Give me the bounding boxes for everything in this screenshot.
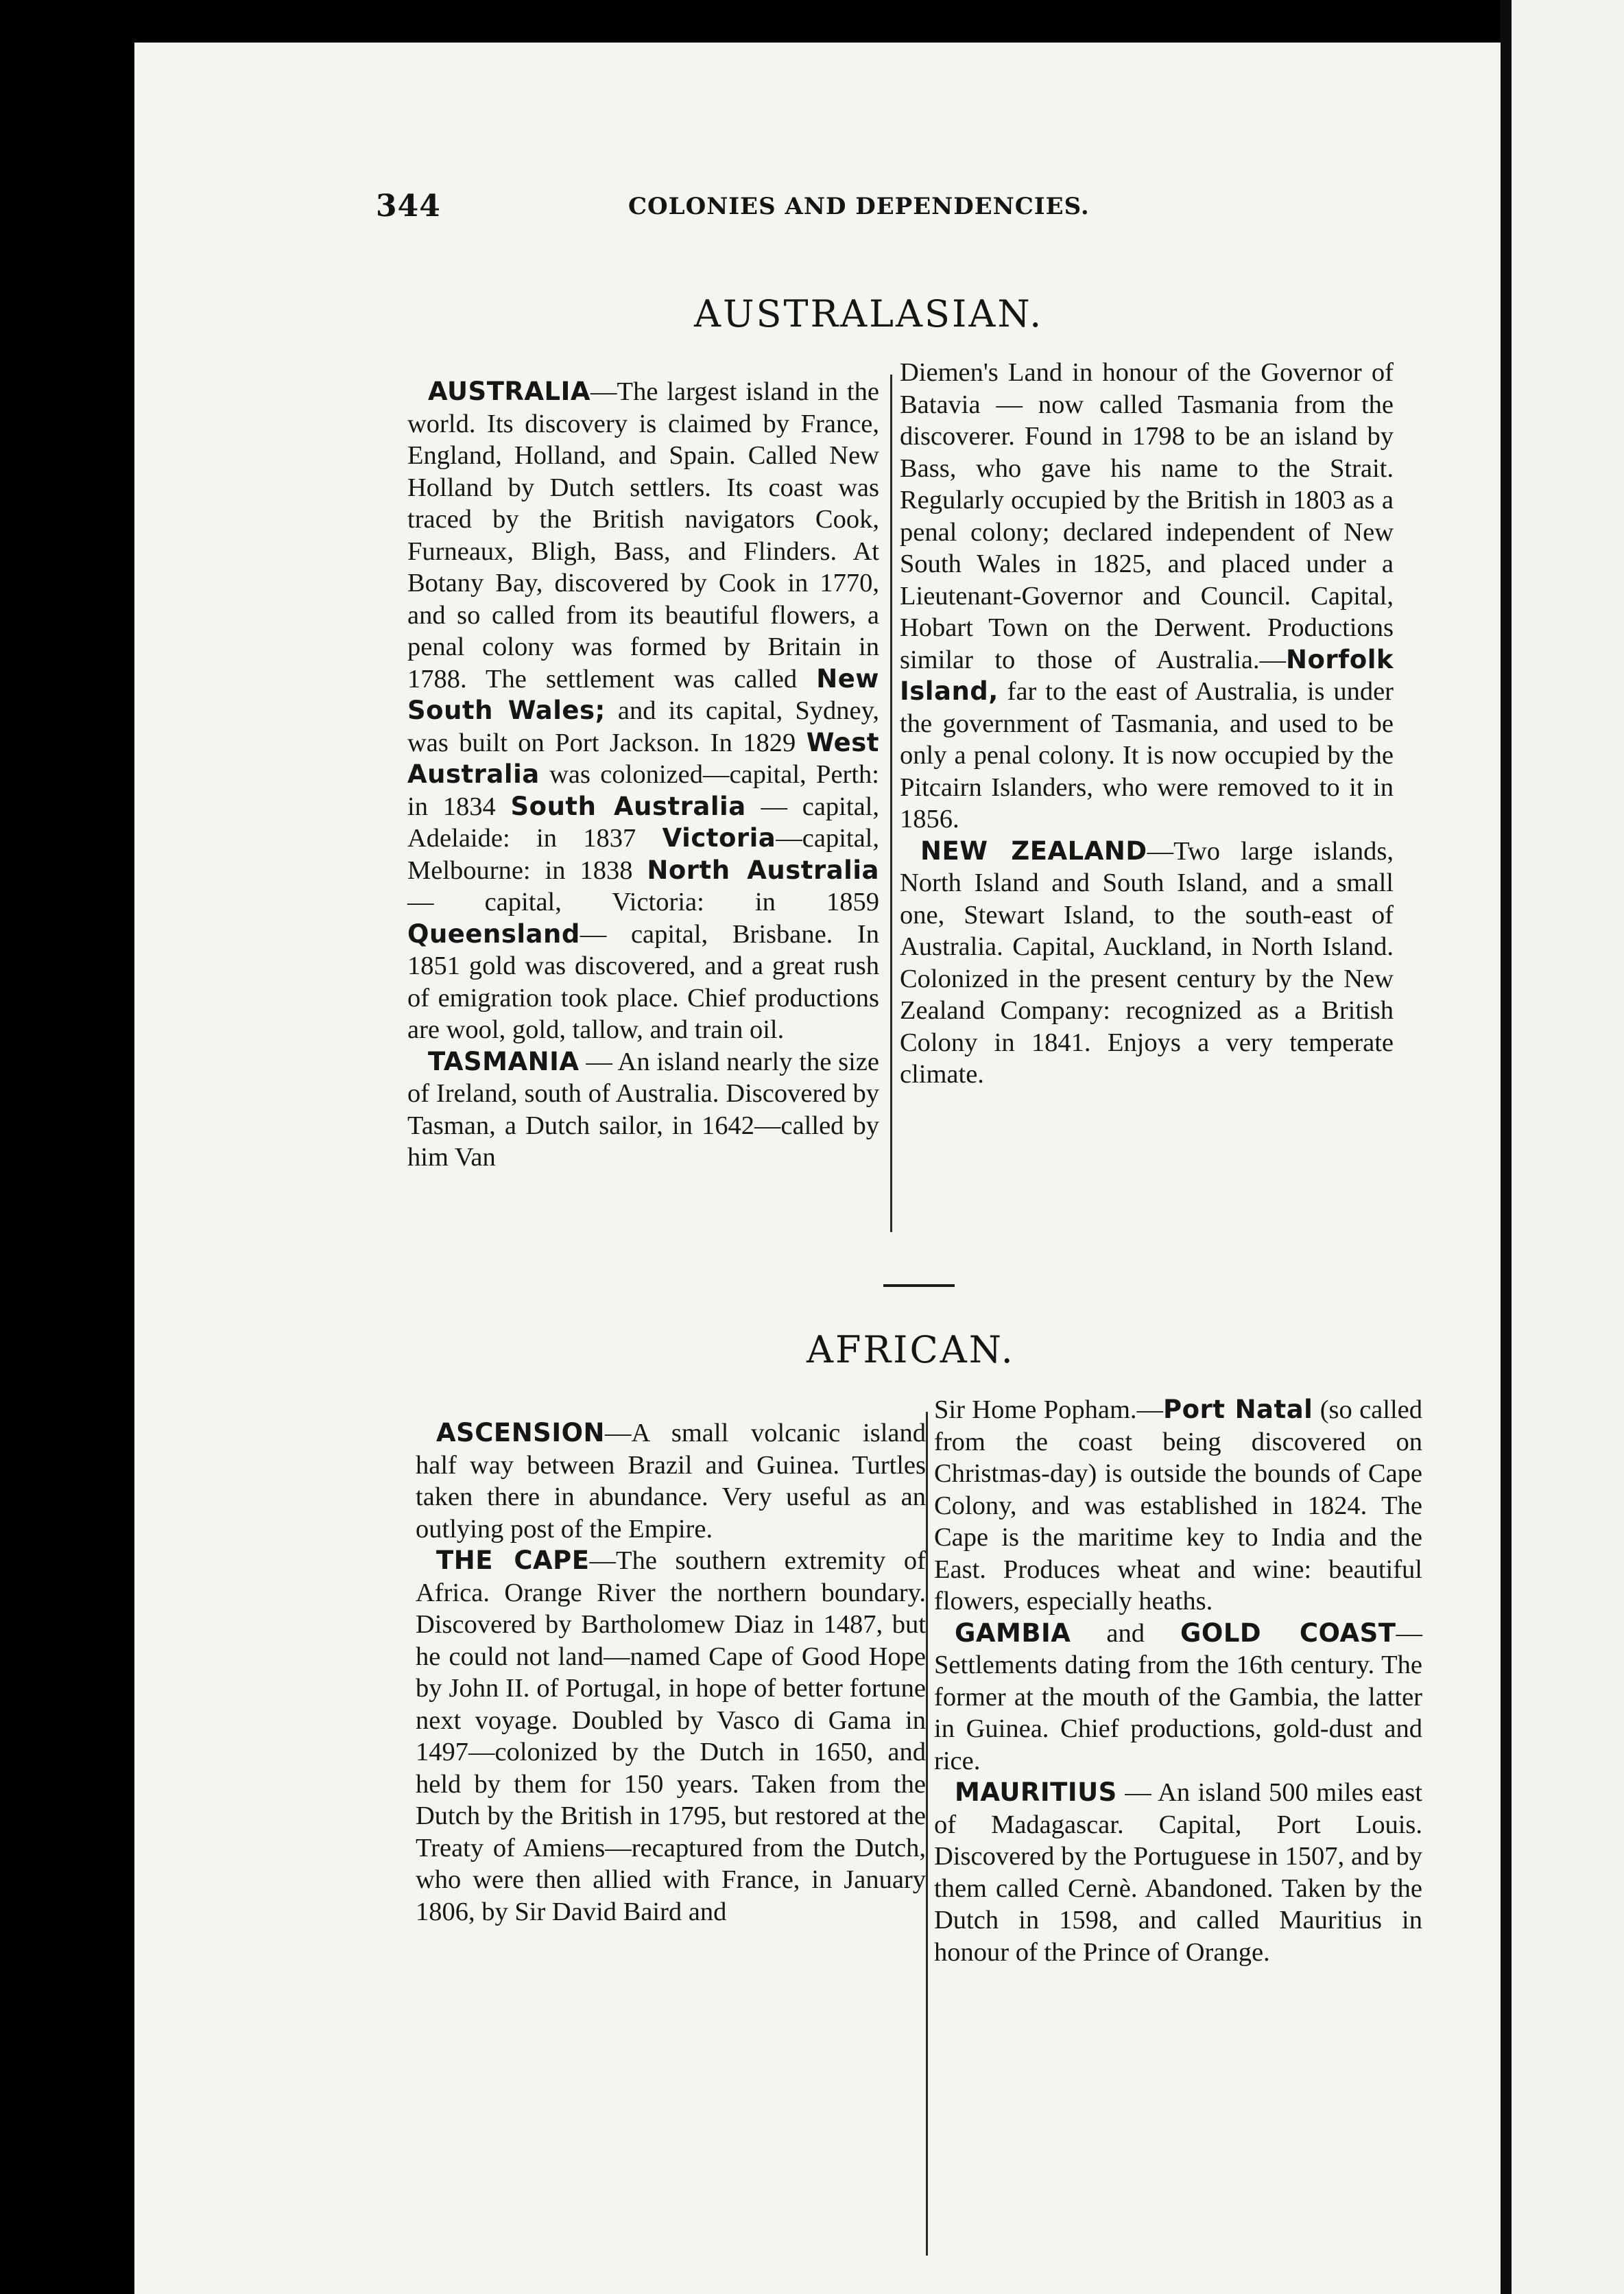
heading-tasmania: TASMANIA xyxy=(428,1046,580,1076)
heading-mauritius: MAURITIUS xyxy=(955,1777,1117,1807)
heading-australia: AUSTRALIA xyxy=(428,377,591,406)
african-right-column xyxy=(934,1394,1422,1968)
term-victoria: Victoria xyxy=(662,823,776,853)
heading-new-zealand: NEW ZEALAND xyxy=(920,836,1147,866)
section-divider xyxy=(883,1284,955,1287)
adjacent-page-edge xyxy=(1512,0,1624,2294)
term-south-australia: South Australia xyxy=(510,791,746,821)
term-port-natal: Port Natal xyxy=(1163,1395,1313,1424)
australasian-left-column xyxy=(407,376,879,1174)
australasian-right-column xyxy=(900,357,1394,1091)
paragraph-port-natal: Sir Home Popham.—Port Natal (so called from the coast being discovered on Christmas-day) is outside the bounds of Cape Colony, and was established in 1824. The Cape is the maritime key to India and the East. Produces wheat and wine: beautiful flowers, especially heaths. xyxy=(934,1395,1422,1616)
section-title-african: AFRICAN. xyxy=(807,1328,1015,1371)
term-north-australia: North Australia xyxy=(647,855,879,885)
section-title-australasian: AUSTRALASIAN. xyxy=(694,292,1044,335)
column-divider xyxy=(890,375,892,1232)
heading-ascension: ASCENSION xyxy=(436,1418,606,1447)
page-number: 344 xyxy=(376,189,441,224)
paragraph-australia: AUSTRALIA—The largest island in the world. Its discovery is claimed by France, England, Holland, and Spain. Called New Holland by Dutch settlers. Its coast was traced by the British navigators Cook, Furneaux, Bligh, Bass, and Flinders. At Botany Bay, discovered by Cook in 1770, and so called from its beautiful flowers, a penal colony was formed by Britain in 1788. The settlement was called New South Wales; and its capital, Sydney, was built on Port Jackson. In 1829 West Australia was colonized—capital, Perth: in 1834 South Australia — capital, Adelaide: in 1837 Victoria—capital, Melbourne: in 1838 North Australia — capital, Victoria: in 1859 Queensland— capital, Brisbane. In 1851 gold was discovered, and a great rush of emigration took place. Chief productions are wool, gold, tallow, and train oil. xyxy=(407,377,879,1044)
heading-gold-coast: GOLD COAST xyxy=(1180,1618,1396,1648)
running-title: COLONIES AND DEPENDENCIES. xyxy=(628,193,1090,220)
paragraph-the-cape: THE CAPE—The southern extremity of Africa. Orange River the northern boundary. Discovered by Bartholomew Diaz in 1487, but he could not land—named Cape of Good Hope by John II. of Portugal, in hope of better fortune next voyage. Doubled by Vasco di Gama in 1497—colonized by the Dutch in 1650, and held by them for 150 years. Taken from the Dutch by the British in 1795, but restored at the Treaty of Amiens—recaptured from the Dutch, who were then allied with France, in January 1806, by Sir David Baird and xyxy=(416,1546,926,1926)
paragraph-tasmania-continued: Diemen's Land in honour of the Governor of Batavia — now called Tasmania from the discoverer. Found in 1798 to be an island by Bass, who gave his name to the Strait. Regularly occupied by the British in 1803 as a penal colony; declared independent of New South Wales in 1825, and placed under a Lieutenant-Governor and Council. Capital, Hobart Town on the Derwent. Productions similar to those of Australia.—Norfolk Island, far to the east of Australia, is under the government of Tasmania, and used to be only a penal colony. It is now occupied by the Pitcairn Islanders, who were removed to it in 1856. xyxy=(900,358,1394,833)
running-head xyxy=(376,189,1391,230)
paragraph-tasmania: TASMANIA — An island nearly the size of Ireland, south of Australia. Discovered by Tasman, a Dutch sailor, in 1642—called by him Van xyxy=(407,1046,879,1172)
paragraph-gambia: GAMBIA and GOLD COAST— Settlements dating from the 16th century. The former at the mouth of the Gambia, the latter in Guinea. Chief productions, gold-dust and rice. xyxy=(934,1618,1422,1775)
term-norfolk-island: Norfolk Island, xyxy=(900,644,1394,706)
term-new-south-wales: New South Wales; xyxy=(407,663,879,725)
paragraph-ascension: ASCENSION—A small volcanic island half way between Brazil and Guinea. Turtles taken there in abundance. Very useful as an outlying post of the Empire. xyxy=(416,1418,926,1544)
term-west-australia: West Australia xyxy=(407,727,879,789)
heading-the-cape: THE CAPE xyxy=(436,1546,590,1575)
paragraph-mauritius: MAURITIUS — An island 500 miles east of Madagascar. Capital, Port Louis. Discovered by the Portuguese in 1507, and by them called Cernè. Abandoned. Taken by the Dutch in 1598, and called Mauritius in honour of the Prince of Orange. xyxy=(934,1777,1422,1967)
african-left-column xyxy=(416,1417,926,1928)
heading-gambia: GAMBIA xyxy=(955,1618,1071,1648)
term-queensland: Queensland xyxy=(407,919,580,949)
page-gutter xyxy=(1501,0,1512,2294)
column-divider-african xyxy=(926,1412,928,2256)
paragraph-new-zealand: NEW ZEALAND—Two large islands, North Island and South Island, and a small one, Stewart Island, to the south-east of Australia. Capital, Auckland, in North Island. Colonized in the present century by the New Zealand Company: recognized as a British Colony in 1841. Enjoys a very temperate climate. xyxy=(900,836,1394,1089)
